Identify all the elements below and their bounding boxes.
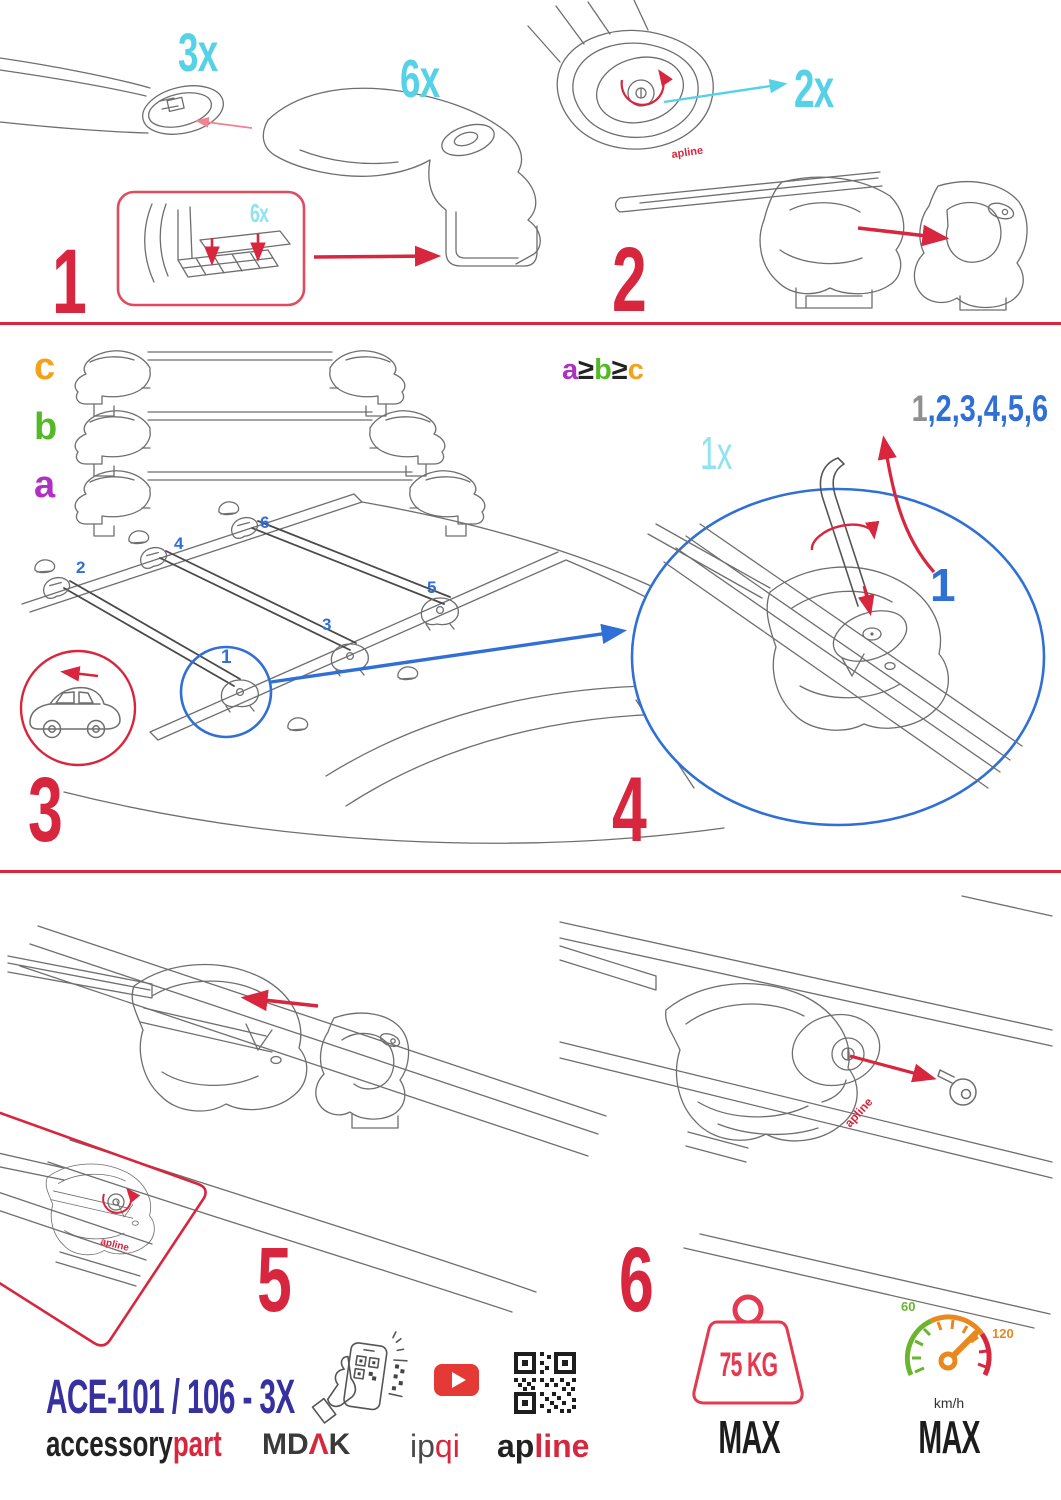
apline-line: line <box>534 1428 590 1464</box>
divider-bottom <box>0 870 1061 873</box>
youtube-icon <box>434 1364 479 1396</box>
brand-logo <box>46 1423 222 1464</box>
max-load-value: 75 KG <box>719 1346 778 1384</box>
step1-bar-quantity: 3x <box>178 23 218 83</box>
phone-scan-icon <box>311 1322 411 1433</box>
divider-top <box>0 322 1061 325</box>
product-code: ACE-101 / 106 - 3X <box>46 1371 295 1424</box>
step5-drawing <box>8 926 606 1312</box>
step2-assembly-drawing <box>616 172 1028 310</box>
step3-bar-c-drawing <box>75 351 405 416</box>
zoom-link-arrow <box>271 631 622 682</box>
bar-label-c: c <box>34 346 56 388</box>
position-label-3: 3 <box>322 615 332 634</box>
bar-label-a: a <box>34 464 56 506</box>
mdak-k: K <box>328 1428 351 1461</box>
speed-high-label: 120 <box>992 1326 1014 1341</box>
ipqi-logo <box>410 1430 460 1462</box>
step4-zoom-ellipse <box>632 440 1044 825</box>
car-icon <box>30 672 120 738</box>
step5-number: 5 <box>257 1229 292 1331</box>
tightening-sequence <box>870 390 1048 427</box>
length-rule <box>562 356 644 385</box>
apline-mark-step6: apline <box>841 1094 876 1131</box>
mdak-md: MD <box>262 1428 309 1461</box>
step4-tighten-position: 1 <box>930 559 956 611</box>
speedometer-icon <box>907 1317 989 1375</box>
step3-bar-b-drawing <box>75 411 445 476</box>
step1-pad-inset <box>118 192 304 305</box>
sequence-first: 1 <box>911 388 928 429</box>
rule-gte2: ≥ <box>611 354 628 386</box>
bar-label-b: b <box>34 406 58 448</box>
step5-lock-inset <box>0 1100 206 1345</box>
apline-logo <box>497 1430 589 1462</box>
mdak-logo <box>262 1430 350 1460</box>
step1-number: 1 <box>52 231 87 333</box>
step2-number: 2 <box>612 229 647 331</box>
step3-bar-a-drawing <box>75 471 485 536</box>
position-label-6: 6 <box>260 513 270 532</box>
speed-unit-label: km/h <box>933 1395 965 1411</box>
apline-mark-step5: apline <box>99 1236 130 1254</box>
step6-number: 6 <box>619 1229 654 1331</box>
sequence-rest: ,2,3,4,5,6 <box>927 388 1048 429</box>
key-icon <box>938 1070 976 1105</box>
step2-lock-quantity: 2x <box>794 59 834 119</box>
brand-part: part <box>172 1423 222 1464</box>
qr-code-icon <box>514 1352 576 1414</box>
speed-low-label: 60 <box>901 1299 916 1314</box>
step1-pad-quantity: 6x <box>250 198 269 228</box>
rule-gte1: ≥ <box>578 354 595 386</box>
step2-foot-top-drawing <box>528 0 784 161</box>
max-speed-label: MAX <box>918 1411 980 1463</box>
ipqi-qi: qi <box>434 1428 460 1464</box>
brand-accessory: accessory <box>46 1423 173 1464</box>
step4-number: 4 <box>612 759 647 861</box>
step4-tool-quantity: 1x <box>700 427 732 479</box>
step1-foot-quantity: 6x <box>400 49 440 109</box>
position-label-5: 5 <box>427 578 437 597</box>
position-label-1: 1 <box>221 647 232 668</box>
step3-car-direction-inset <box>21 651 135 765</box>
mdak-a: Λ <box>308 1428 329 1461</box>
rule-c: c <box>627 354 644 386</box>
max-load-label: MAX <box>718 1411 780 1463</box>
position-label-4: 4 <box>174 534 184 553</box>
rule-b: b <box>594 354 612 386</box>
position-label-2: 2 <box>76 558 86 577</box>
rule-a: a <box>562 354 579 386</box>
apline-ap: ap <box>497 1428 535 1464</box>
step3-number: 3 <box>28 759 63 861</box>
ipqi-ip: ip <box>410 1428 435 1464</box>
apline-mark-step2: apline <box>670 144 704 161</box>
